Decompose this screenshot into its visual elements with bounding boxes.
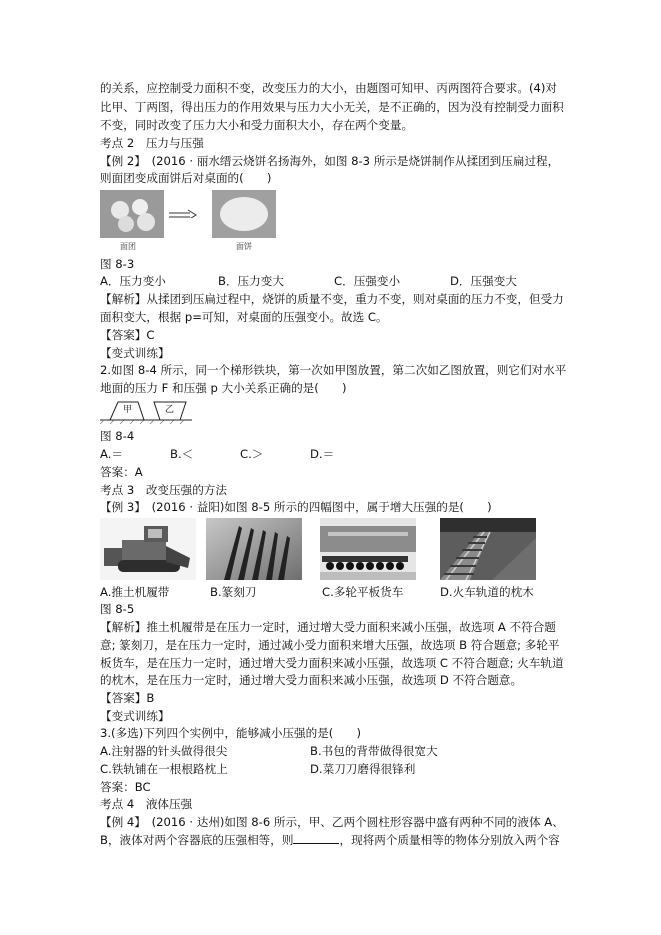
cake-label: 面饼 — [236, 242, 252, 251]
flatbed-truck-photo — [320, 518, 416, 580]
yi-label: 乙 — [165, 405, 175, 415]
section-heading: 考点 4 液体压强 — [100, 797, 193, 811]
image-caption-d: D.火车轨道的枕木 — [440, 585, 534, 599]
analysis-text: 【解析】推土机履带是在压力一定时，通过增大受力面积来减小压强，故选项 A 不符合题 — [100, 620, 556, 634]
analysis-text: 意; 篆刻刀，是在压力一定时，通过减小受力面积来增大压强，故选项 B 符合题意; 多轮平 — [100, 638, 560, 652]
option-c: C.＞ — [240, 447, 264, 461]
option-b: B．压力变大 — [218, 274, 284, 288]
figure-caption: 图 8-4 — [100, 429, 135, 443]
carving-knife-photo — [206, 518, 302, 580]
example-4-text — [100, 832, 560, 849]
option-b: B.＜ — [170, 447, 194, 461]
figure-caption: 图 8-3 — [100, 257, 135, 271]
option-d: D.菜刀刀磨得很锋利 — [310, 762, 416, 776]
example-4-text-part: ，现将两个质量相等的物体分别放入两个容 — [339, 833, 560, 847]
option-a: A．压力变小 — [100, 274, 166, 288]
answer-text: 【答案】B — [100, 691, 155, 705]
image-caption-c: C.多轮平板货车 — [322, 585, 404, 599]
analysis-text: 面积变大，根据 p=可知，对桌面的压强变小。故选 C。 — [100, 310, 388, 324]
question-2-text: 2.如图 8-4 所示，同一个梯形铁块，第一次如甲图放置，第二次如乙图放置，则它们对水平 — [100, 363, 567, 377]
text-line: 比甲、丁两图，得出压力的作用效果与压力大小无关，是不正确的，因为没有控制受力面积 — [100, 100, 564, 114]
analysis-text: 的枕木，是在压力一定时，通过增大受力面积来减小压强，故选项 D 不符合题意。 — [100, 673, 523, 687]
jia-label: 甲 — [123, 405, 133, 415]
bulldozer-photo — [100, 518, 196, 580]
option-d: D．压强变大 — [450, 274, 517, 288]
option-a: A.注射器的针头做得很尖 — [100, 744, 228, 758]
example-2-text: 【例 2】 (2016 · 丽水缙云烧饼名扬海外，如图 8-3 所示是烧饼制作从揉团到压扁过程， — [100, 154, 560, 168]
analysis-text: 板货车，是在压力一定时，通过增大受力面积来减小压强，故选项 C 不符合题意; 火车轨道 — [100, 656, 564, 670]
arrow-icon — [168, 206, 198, 218]
question-2-text: 地面的压力 F 和压强 p 大小关系正确的是( ) — [100, 381, 347, 395]
dough-label: 面团 — [120, 242, 136, 251]
image-caption-b: B.篆刻刀 — [210, 585, 257, 599]
question-3-text: 3.(多选)下列四个实例中，能够减小压强的是( ) — [100, 726, 362, 740]
analysis-text: 【解析】从揉团到压扁过程中，烧饼的质量不变，重力不变，则对桌面的压力不变，但受力 — [100, 292, 564, 306]
option-d: D.＝ — [310, 447, 335, 461]
practice-heading: 【变式训练】 — [100, 346, 170, 360]
railway-sleeper-photo — [440, 518, 536, 580]
trapezoid-figure — [100, 398, 192, 424]
answer-blank — [293, 832, 339, 844]
cake-photo — [212, 190, 276, 238]
text-line: 的关系，应控制受力面积不变，改变压力的大小，由题图可知甲、丙两图符合要求。(4)对 — [100, 81, 557, 95]
example-4-text-part: B，液体对两个容器底的压强相等，则 — [100, 833, 294, 847]
answer-text: 答案：A — [100, 465, 143, 479]
option-c: C.铁轨铺在一根根路枕上 — [100, 762, 228, 776]
example-3-text: 【例 3】 (2016 · 益阳)如图 8-5 所示的四幅图中，属于增大压强的是( ) — [100, 500, 492, 514]
example-2-text: 则面团变成面饼后对桌面的( ) — [100, 171, 272, 185]
figure-caption: 图 8-5 — [100, 602, 135, 616]
section-heading: 考点 2 压力与压强 — [100, 136, 204, 150]
option-a: A.＝ — [100, 447, 124, 461]
dough-photo — [100, 190, 164, 238]
text-line: 不变，同时改变了压力大小和受力面积大小，存在两个变量。 — [100, 118, 414, 132]
example-4-text: 【例 4】 (2016 · 达州)如图 8-6 所示，甲、乙两个圆柱形容器中盛有两种不同的液体 A、 — [100, 815, 564, 829]
option-c: C．压强变小 — [334, 274, 401, 288]
image-caption-a: A.推土机履带 — [100, 585, 170, 599]
option-b: B.书包的背带做得很宽大 — [310, 744, 438, 758]
practice-heading: 【变式训练】 — [100, 709, 170, 723]
answer-text: 答案：BC — [100, 780, 151, 794]
section-heading: 考点 3 改变压强的方法 — [100, 483, 227, 497]
answer-text: 【答案】C — [100, 328, 155, 342]
